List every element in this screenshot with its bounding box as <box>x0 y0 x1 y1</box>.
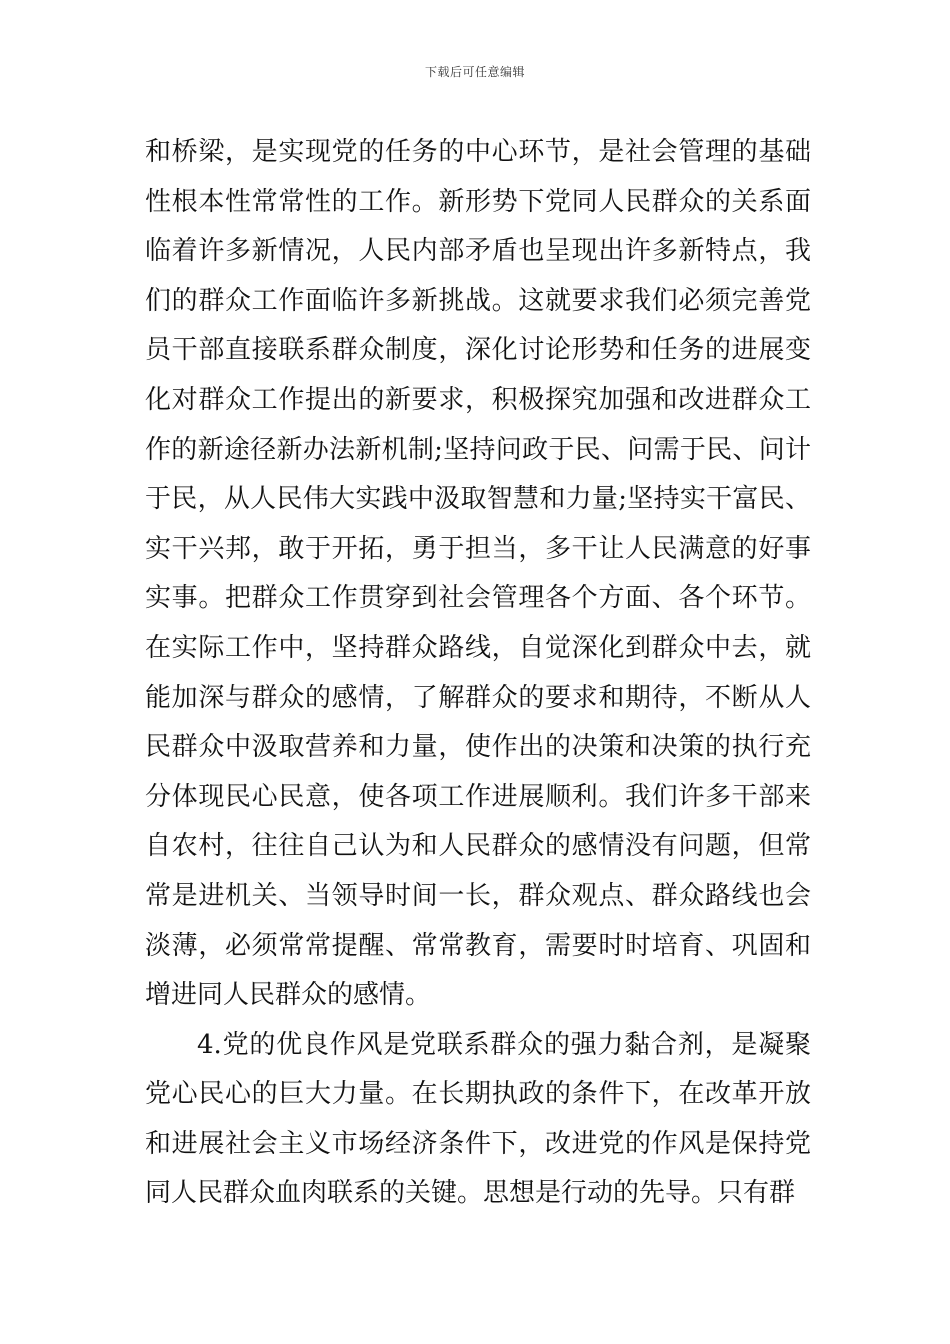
document-body <box>145 128 811 1219</box>
paragraph-1: 和桥梁，是实现党的任务的中心环节，是社会管理的基础性根本性常常性的工作。新形势下党同人民群众的关系面临着许多新情况，人民内部矛盾也呈现出许多新特点，我们的群众工作面临许多新挑战。这就要求我们必须完善党员干部直接联系群众制度，深化讨论形势和任务的进展变化对群众工作提出的新要求，积极探究加强和改进群众工作的新途径新办法新机制;坚持问政于民、问需于民、问计于民，从人民伟大实践中汲取智慧和力量;坚持实干富民、实干兴邦，敢于开拓，勇于担当，多干让人民满意的好事实事。把群众工作贯穿到社会管理各个方面、各个环节。在实际工作中，坚持群众路线，自觉深化到群众中去，就能加深与群众的感情，了解群众的要求和期待，不断从人民群众中汲取营养和力量，使作出的决策和决策的执行充分体现民心民意，使各项工作进展顺利。我们许多干部来自农村，往往自己认为和人民群众的感情没有问题，但常常是进机关、当领导时间一长，群众观点、群众路线也会淡薄，必须常常提醒、常常教育，需要时时培育、巩固和增进同人民群众的感情。 <box>145 137 811 1011</box>
paragraph-2: 4.党的优良作风是党联系群众的强力黏合剂，是凝聚党心民心的巨大力量。在长期执政的条件下，在改革开放和进展社会主义市场经济条件下，改进党的作风是保持党同人民群众血肉联系的关键。思想是行动的先导。只有群 <box>145 1029 811 1209</box>
page-header-note: 下载后可任意编辑 <box>424 65 525 79</box>
